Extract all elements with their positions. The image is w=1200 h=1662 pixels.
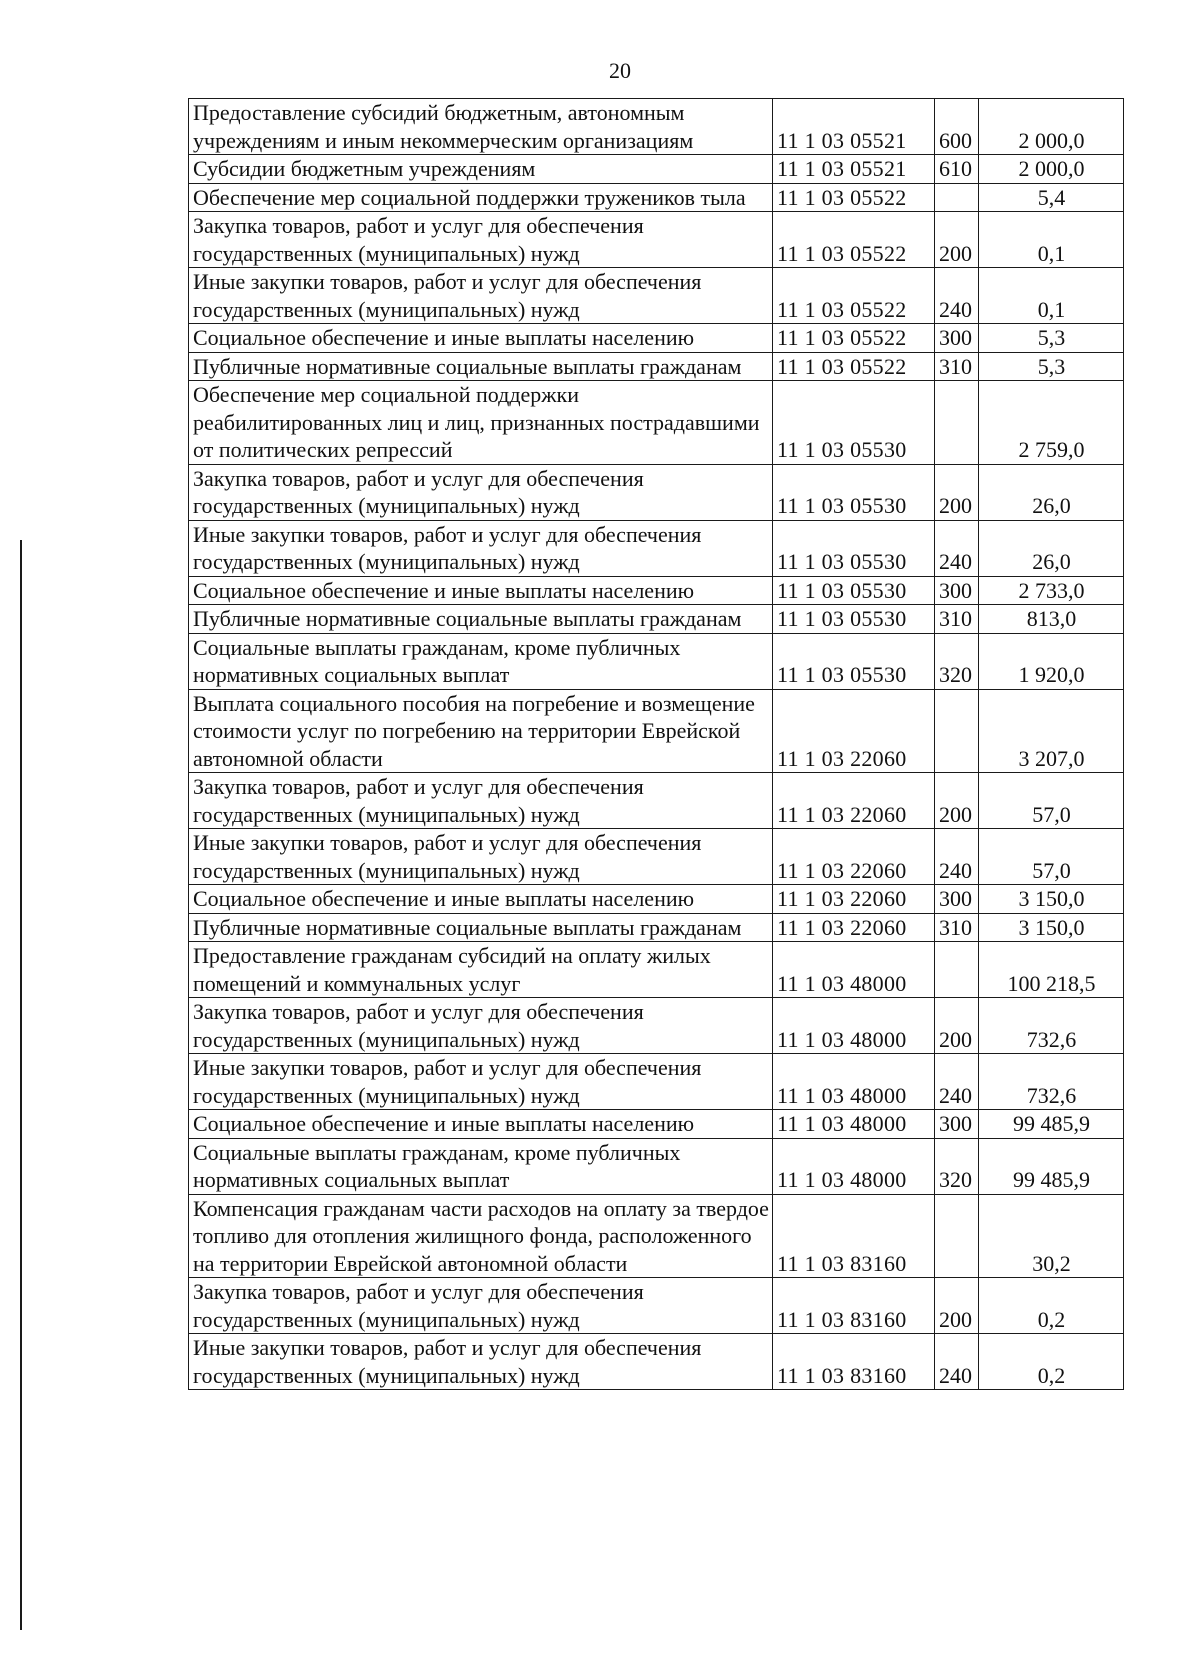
expense-name-cell: Социальное обеспечение и иные выплаты населению [189, 324, 773, 353]
expense-type-cell: 320 [935, 1138, 979, 1194]
expense-type-cell: 310 [935, 913, 979, 942]
expense-name-cell: Закупка товаров, работ и услуг для обеспечения государственных (муниципальных) нужд [189, 212, 773, 268]
expense-name-cell: Социальные выплаты гражданам, кроме публичных нормативных социальных выплат [189, 1138, 773, 1194]
target-code-cell: 11 1 03 05522 [773, 268, 935, 324]
amount-cell: 732,6 [979, 998, 1124, 1054]
expense-name-cell: Иные закупки товаров, работ и услуг для обеспечения государственных (муниципальных) нужд [189, 268, 773, 324]
expense-type-cell: 300 [935, 1110, 979, 1139]
target-code-cell: 11 1 03 48000 [773, 998, 935, 1054]
amount-cell: 2 000,0 [979, 99, 1124, 155]
expense-name-cell: Социальные выплаты гражданам, кроме публичных нормативных социальных выплат [189, 633, 773, 689]
expense-name-cell: Компенсация гражданам части расходов на оплату за твердое топливо для отопления жилищного фонда, расположенного на территории Еврейской автономной области [189, 1194, 773, 1278]
target-code-cell: 11 1 03 05530 [773, 605, 935, 634]
expense-type-cell: 310 [935, 352, 979, 381]
expense-name-cell: Иные закупки товаров, работ и услуг для обеспечения государственных (муниципальных) нужд [189, 829, 773, 885]
target-code-cell: 11 1 03 22060 [773, 773, 935, 829]
amount-cell: 3 150,0 [979, 885, 1124, 914]
table-row [189, 520, 1124, 576]
amount-cell: 100 218,5 [979, 942, 1124, 998]
table-row [189, 1334, 1124, 1390]
expense-type-cell: 240 [935, 829, 979, 885]
amount-cell: 99 485,9 [979, 1138, 1124, 1194]
expense-type-cell: 300 [935, 885, 979, 914]
table-row [189, 268, 1124, 324]
table-row [189, 155, 1124, 184]
table-row [189, 773, 1124, 829]
table-row [189, 1278, 1124, 1334]
amount-cell: 2 733,0 [979, 576, 1124, 605]
expense-name-cell: Социальное обеспечение и иные выплаты населению [189, 576, 773, 605]
expense-type-cell: 320 [935, 633, 979, 689]
expense-type-cell: 240 [935, 1334, 979, 1390]
expense-type-cell: 600 [935, 99, 979, 155]
target-code-cell: 11 1 03 05530 [773, 576, 935, 605]
amount-cell: 0,2 [979, 1334, 1124, 1390]
amount-cell: 5,4 [979, 183, 1124, 212]
table-row [189, 942, 1124, 998]
amount-cell: 5,3 [979, 352, 1124, 381]
expense-name-cell: Иные закупки товаров, работ и услуг для обеспечения государственных (муниципальных) нужд [189, 1054, 773, 1110]
expense-name-cell: Обеспечение мер социальной поддержки тружеников тыла [189, 183, 773, 212]
table-row [189, 1194, 1124, 1278]
table-row [189, 829, 1124, 885]
expense-name-cell: Закупка товаров, работ и услуг для обеспечения государственных (муниципальных) нужд [189, 1278, 773, 1334]
expense-name-cell: Иные закупки товаров, работ и услуг для обеспечения государственных (муниципальных) нужд [189, 1334, 773, 1390]
target-code-cell: 11 1 03 83160 [773, 1194, 935, 1278]
expense-name-cell: Публичные нормативные социальные выплаты гражданам [189, 913, 773, 942]
expense-type-cell: 200 [935, 773, 979, 829]
expense-name-cell: Субсидии бюджетным учреждениям [189, 155, 773, 184]
target-code-cell: 11 1 03 48000 [773, 942, 935, 998]
expense-name-cell: Выплата социального пособия на погребение и возмещение стоимости услуг по погребению на территории Еврейской автономной области [189, 689, 773, 773]
table-row [189, 913, 1124, 942]
expense-type-cell [935, 689, 979, 773]
expense-name-cell: Социальное обеспечение и иные выплаты населению [189, 885, 773, 914]
expense-type-cell: 200 [935, 464, 979, 520]
expense-type-cell [935, 942, 979, 998]
table-row [189, 1110, 1124, 1139]
amount-cell: 57,0 [979, 773, 1124, 829]
expense-type-cell: 240 [935, 268, 979, 324]
target-code-cell: 11 1 03 48000 [773, 1054, 935, 1110]
expense-type-cell: 200 [935, 998, 979, 1054]
expense-name-cell: Публичные нормативные социальные выплаты гражданам [189, 605, 773, 634]
target-code-cell: 11 1 03 83160 [773, 1334, 935, 1390]
target-code-cell: 11 1 03 05530 [773, 633, 935, 689]
amount-cell: 0,1 [979, 212, 1124, 268]
table-row [189, 998, 1124, 1054]
amount-cell: 813,0 [979, 605, 1124, 634]
amount-cell: 3 150,0 [979, 913, 1124, 942]
table-row [189, 1054, 1124, 1110]
expense-type-cell: 610 [935, 155, 979, 184]
expense-type-cell: 300 [935, 324, 979, 353]
target-code-cell: 11 1 03 22060 [773, 913, 935, 942]
table-row [189, 605, 1124, 634]
target-code-cell: 11 1 03 05530 [773, 464, 935, 520]
target-code-cell: 11 1 03 05522 [773, 183, 935, 212]
target-code-cell: 11 1 03 22060 [773, 885, 935, 914]
page-number: 20 [609, 58, 631, 83]
amount-cell: 0,1 [979, 268, 1124, 324]
target-code-cell: 11 1 03 05522 [773, 212, 935, 268]
amount-cell: 26,0 [979, 520, 1124, 576]
table-row [189, 381, 1124, 465]
expense-name-cell: Предоставление субсидий бюджетным, автономным учреждениям и иным некоммерческим организациям [189, 99, 773, 155]
table-row [189, 183, 1124, 212]
target-code-cell: 11 1 03 05521 [773, 99, 935, 155]
expense-type-cell: 200 [935, 1278, 979, 1334]
target-code-cell: 11 1 03 05522 [773, 324, 935, 353]
target-code-cell: 11 1 03 48000 [773, 1110, 935, 1139]
expense-name-cell: Закупка товаров, работ и услуг для обеспечения государственных (муниципальных) нужд [189, 464, 773, 520]
table-row [189, 99, 1124, 155]
amount-cell: 2 000,0 [979, 155, 1124, 184]
expense-type-cell [935, 183, 979, 212]
table-row [189, 885, 1124, 914]
target-code-cell: 11 1 03 22060 [773, 689, 935, 773]
target-code-cell: 11 1 03 05522 [773, 352, 935, 381]
table-row [189, 212, 1124, 268]
expense-type-cell: 240 [935, 520, 979, 576]
table-row [189, 352, 1124, 381]
amount-cell: 1 920,0 [979, 633, 1124, 689]
expense-name-cell: Закупка товаров, работ и услуг для обеспечения государственных (муниципальных) нужд [189, 773, 773, 829]
target-code-cell: 11 1 03 22060 [773, 829, 935, 885]
expense-type-cell [935, 381, 979, 465]
expense-type-cell: 200 [935, 212, 979, 268]
expense-name-cell: Социальное обеспечение и иные выплаты населению [189, 1110, 773, 1139]
budget-table-body [189, 99, 1124, 1390]
amount-cell: 0,2 [979, 1278, 1124, 1334]
expense-type-cell [935, 1194, 979, 1278]
expense-name-cell: Обеспечение мер социальной поддержки реабилитированных лиц и лиц, признанных пострадавшими от политических репрессий [189, 381, 773, 465]
target-code-cell: 11 1 03 05530 [773, 381, 935, 465]
expense-name-cell: Иные закупки товаров, работ и услуг для обеспечения государственных (муниципальных) нужд [189, 520, 773, 576]
amount-cell: 732,6 [979, 1054, 1124, 1110]
table-row [189, 1138, 1124, 1194]
amount-cell: 3 207,0 [979, 689, 1124, 773]
table-row [189, 633, 1124, 689]
target-code-cell: 11 1 03 05530 [773, 520, 935, 576]
amount-cell: 57,0 [979, 829, 1124, 885]
target-code-cell: 11 1 03 83160 [773, 1278, 935, 1334]
table-row [189, 576, 1124, 605]
table-row [189, 689, 1124, 773]
expense-type-cell: 300 [935, 576, 979, 605]
amount-cell: 99 485,9 [979, 1110, 1124, 1139]
expense-type-cell: 240 [935, 1054, 979, 1110]
expense-type-cell: 310 [935, 605, 979, 634]
table-row [189, 324, 1124, 353]
amount-cell: 2 759,0 [979, 381, 1124, 465]
margin-line [20, 540, 22, 1630]
table-row [189, 464, 1124, 520]
amount-cell: 30,2 [979, 1194, 1124, 1278]
budget-table [188, 98, 1124, 1390]
amount-cell: 26,0 [979, 464, 1124, 520]
amount-cell: 5,3 [979, 324, 1124, 353]
expense-name-cell: Предоставление гражданам субсидий на оплату жилых помещений и коммунальных услуг [189, 942, 773, 998]
target-code-cell: 11 1 03 48000 [773, 1138, 935, 1194]
expense-name-cell: Закупка товаров, работ и услуг для обеспечения государственных (муниципальных) нужд [189, 998, 773, 1054]
expense-name-cell: Публичные нормативные социальные выплаты гражданам [189, 352, 773, 381]
target-code-cell: 11 1 03 05521 [773, 155, 935, 184]
